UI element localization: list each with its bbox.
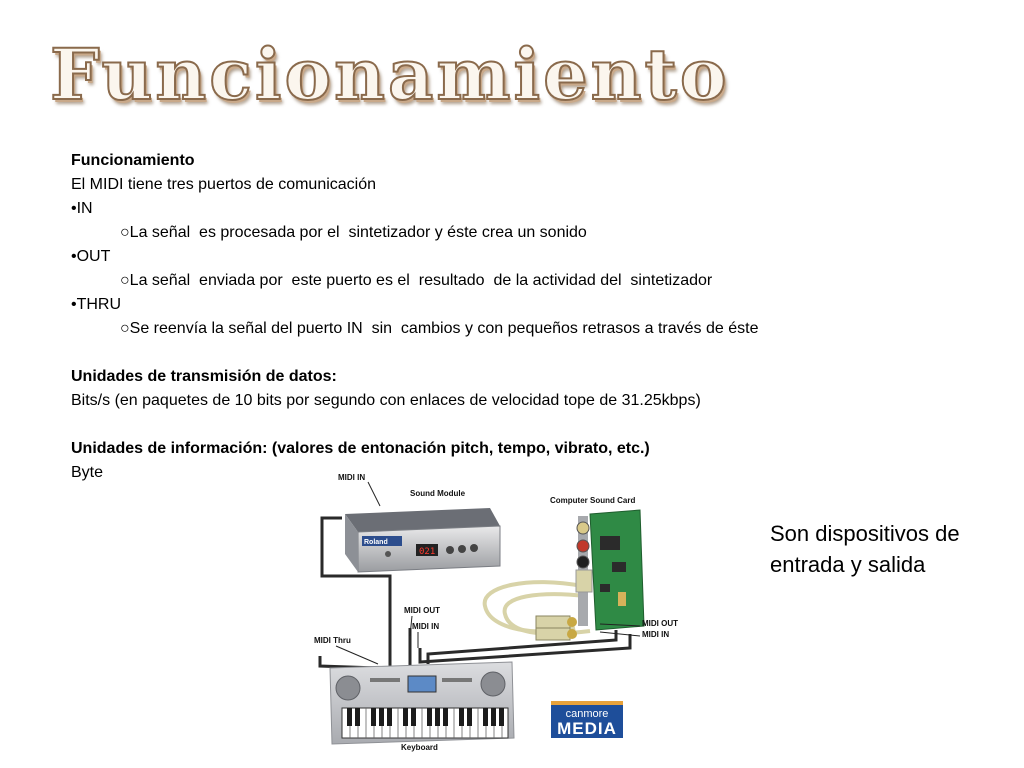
- sub-bullet-out: ○La señal enviada por este puerto es el resultado de la actividad del sintetizador: [120, 272, 713, 289]
- sub-bullet-thru: ○Se reenvía la señal del puerto IN sin cambios y con pequeños retrasos a través de éste: [120, 320, 759, 337]
- label-midi-in-top: MIDI IN: [338, 473, 366, 482]
- canmore-media-logo: [551, 701, 623, 738]
- label-midi-out-right: MIDI OUT: [642, 619, 678, 628]
- bullet-in: •IN: [71, 200, 93, 217]
- body-heading: Funcionamiento: [71, 152, 195, 169]
- label-sound-module: Sound Module: [410, 489, 466, 498]
- computer-sound-card: [576, 510, 644, 630]
- body-intro: El MIDI tiene tres puertos de comunicación: [71, 176, 377, 193]
- label-keyboard: Keyboard: [401, 743, 438, 752]
- label-midi-out-left: MIDI OUT: [404, 606, 440, 615]
- side-note: Son dispositivos de entrada y salida: [770, 521, 960, 577]
- slide-title: Funcionamiento: [50, 33, 730, 116]
- bullet-thru: •THRU: [71, 296, 122, 313]
- bullet-out: •OUT: [71, 248, 111, 265]
- logo-bottom-text: MEDIA: [557, 719, 617, 738]
- module-display: 021: [419, 547, 436, 557]
- logo-top-text: canmore: [565, 708, 609, 720]
- keyboard: [330, 662, 514, 744]
- label-midi-in-left: MIDI IN: [412, 622, 440, 631]
- label-midi-in-right: MIDI IN: [642, 630, 670, 639]
- label-midi-thru: MIDI Thru: [314, 636, 351, 645]
- spacer: [71, 341, 871, 365]
- transmission-desc: Bits/s (en paquetes de 10 bits por segundo con enlaces de velocidad tope de 31.25kbps): [71, 392, 701, 409]
- transmission-heading: Unidades de transmisión de datos:: [71, 368, 337, 385]
- midi-connection-diagram: [300, 466, 700, 761]
- spacer: [71, 413, 871, 437]
- sub-bullet-in: ○La señal es procesada por el sintetizador y éste crea un sonido: [120, 224, 587, 241]
- sound-module: [345, 508, 500, 572]
- body-text: [71, 149, 871, 485]
- info-desc: Byte: [71, 464, 104, 481]
- module-brand: Roland: [364, 539, 388, 546]
- info-heading: Unidades de información: (valores de entonación pitch, tempo, vibrato, etc.): [71, 440, 650, 457]
- label-computer-sound-card: Computer Sound Card: [550, 496, 636, 505]
